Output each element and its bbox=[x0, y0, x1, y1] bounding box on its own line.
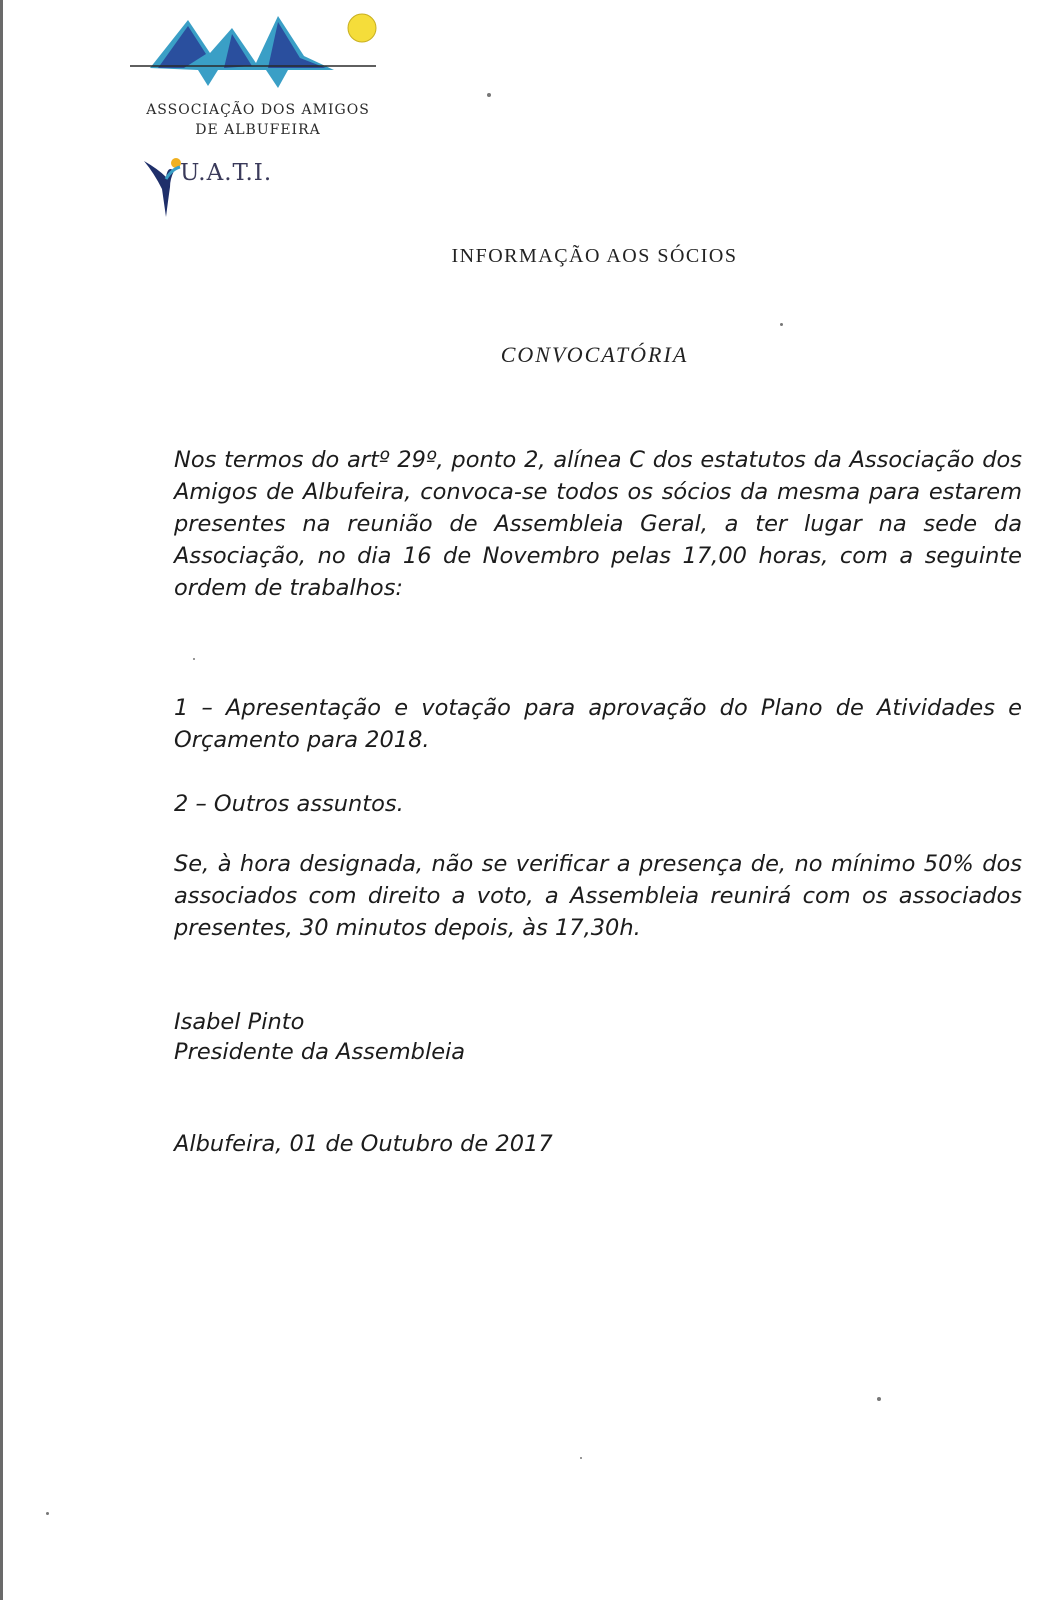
organization-name-line-2: DE ALBUFEIRA bbox=[195, 122, 321, 138]
uati-label: U.A.T.I. bbox=[180, 160, 273, 186]
signatory-name: Isabel Pinto bbox=[174, 1009, 305, 1035]
scan-speck bbox=[46, 1512, 49, 1515]
page-left-edge bbox=[0, 0, 3, 1600]
organization-name bbox=[128, 100, 388, 140]
page-title: INFORMAÇÃO AOS SÓCIOS bbox=[451, 245, 738, 267]
scan-speck bbox=[487, 93, 491, 97]
scan-speck bbox=[780, 323, 783, 326]
convocation-paragraph: Nos termos do artº 29º, ponto 2, alínea C dos estatutos da Associação dos Amigos de Albufeira, convoca-se todos os sócios da mesma para estarem presentes na reunião de Assembleia Geral, a ter lugar na sede da Associação, no dia 16 de Novembro pelas 17,00 horas, com a seguinte ordem de trabalhos: bbox=[174, 447, 1022, 601]
agenda-item-1: 1 – Apresentação e votação para aprovação do Plano de Atividades e Orçamento para 2018. bbox=[174, 695, 1022, 753]
organization-name-line-1: ASSOCIAÇÃO DOS AMIGOS bbox=[146, 102, 370, 118]
scan-speck bbox=[193, 658, 195, 660]
date-line: Albufeira, 01 de Outubro de 2017 bbox=[174, 1131, 553, 1157]
mountains-logo bbox=[128, 8, 388, 98]
page-subtitle: CONVOCATÓRIA bbox=[500, 342, 689, 367]
quorum-note: Se, à hora designada, não se verificar a presença de, no mínimo 50% dos associados com direito a voto, a Assembleia reunirá com os associados presentes, 30 minutos depois, às 17,30h. bbox=[174, 851, 1022, 941]
scan-speck bbox=[877, 1397, 881, 1401]
scan-speck bbox=[580, 1457, 582, 1459]
signatory-role: Presidente da Assembleia bbox=[174, 1039, 466, 1065]
agenda-item-2: 2 – Outros assuntos. bbox=[174, 791, 404, 817]
